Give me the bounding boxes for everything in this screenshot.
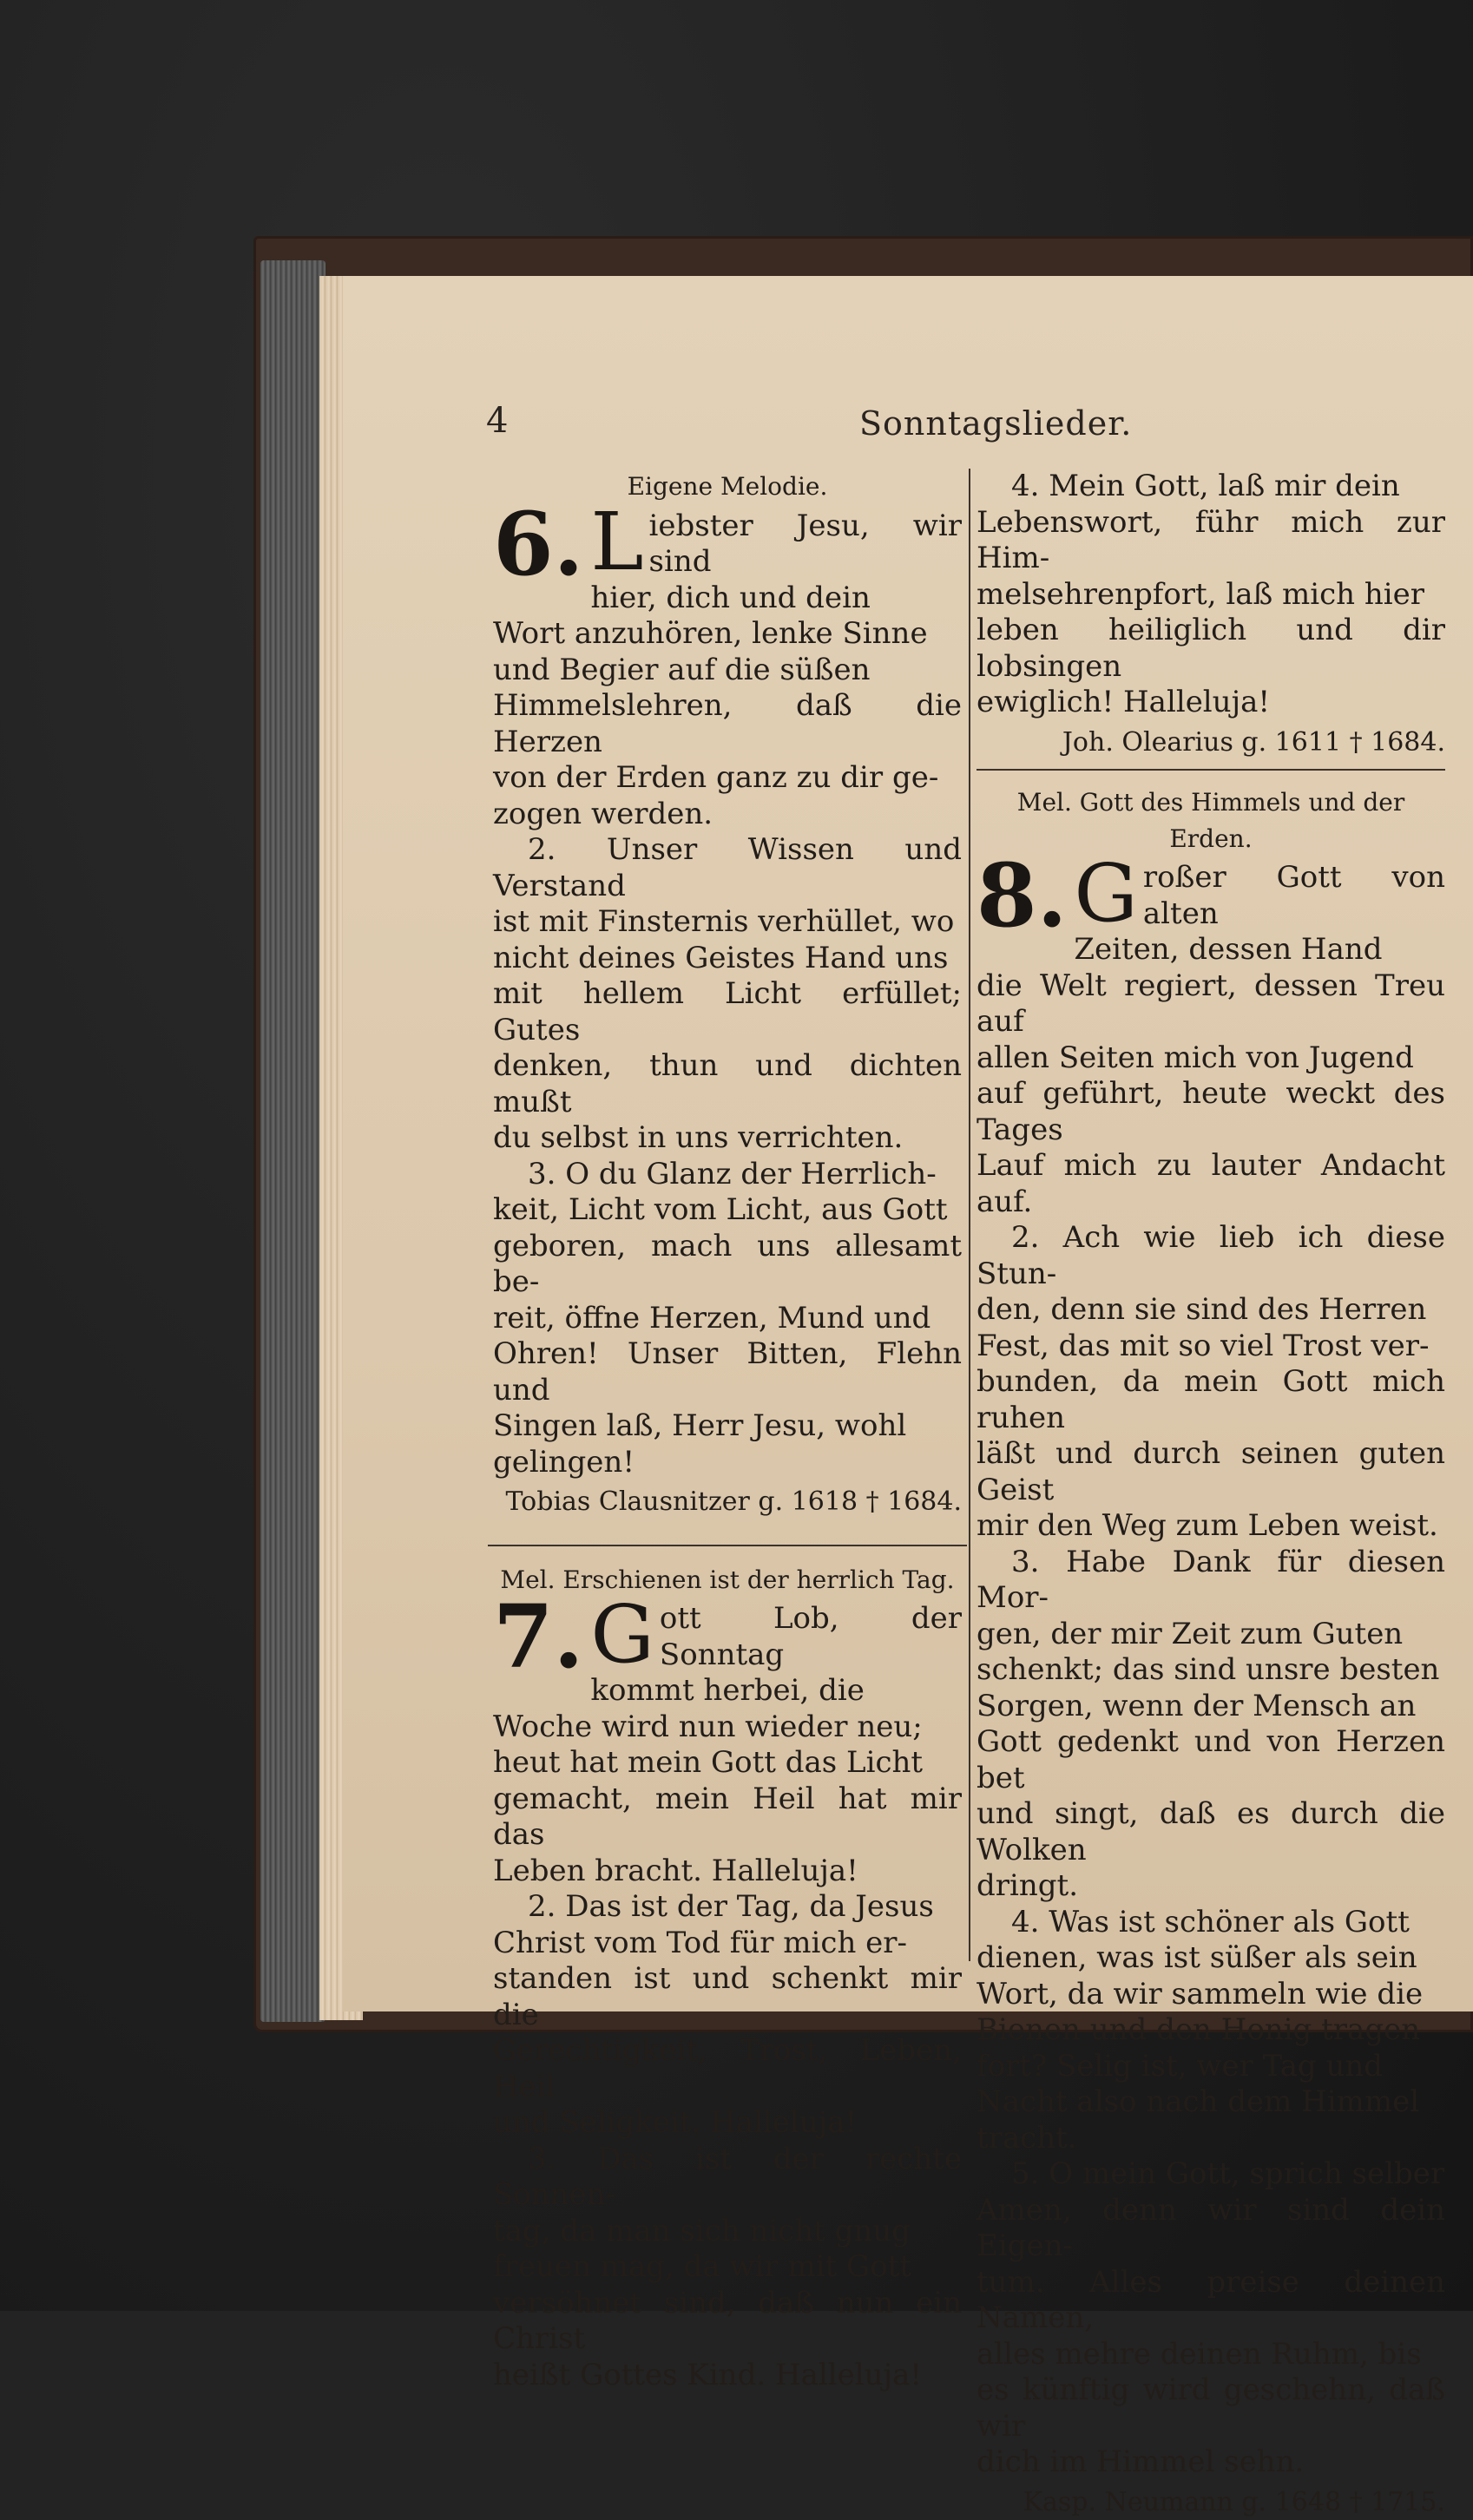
hymn-6-initial: L [590, 507, 643, 578]
hymn-7-melody: Mel. Erschienen ist der herrlich Tag. [493, 1562, 962, 1598]
hymn-8-verse-4-line: 4. Was ist schöner als Gott [977, 1905, 1445, 1941]
hymn-8-verse-2-line: den, denn sie sind des Herren [977, 1292, 1445, 1329]
hymn-6-verse-4-line: 4. Mein Gott, laß mir dein [977, 469, 1445, 505]
hymn-7-verse-2-line: und Seligkeit. Halleluja! [493, 2105, 962, 2142]
hymn-6-verse-3-line: reit, öffne Herzen, Mund und [493, 1301, 962, 1337]
hymn-7-verse-2-line: Gerechtigkeit, Trost, Leben, Heil [493, 2033, 962, 2105]
hymn-6-opening [493, 509, 962, 617]
hymn-8-verse-3-line: und singt, daß es durch die Wolken [977, 1796, 1445, 1868]
section-divider [488, 1545, 967, 1546]
page-number: 4 [486, 401, 508, 441]
hymn-8-melody: Mel. Gott des Himmels und der Erden. [977, 784, 1445, 856]
hymn-8-line: Lauf mich zu lauter Andacht auf. [977, 1148, 1445, 1220]
hymn-6-melody: Eigene Melodie. [493, 469, 962, 505]
hymn-7 [493, 1562, 962, 2394]
hymn-6-verse-4-line: melsehrenpfort, laß mich hier [977, 577, 1445, 614]
hymn-7-verse-2-line: Christ vom Tod für mich er- [493, 1926, 962, 1962]
hymn-6-line: Himmelslehren, daß die Herzen [493, 688, 962, 760]
hymn-6-line: iebster Jesu, wir sind [493, 509, 962, 581]
hymn-8-verse-5-line: 5. O mein Gott, sprich selber [977, 2156, 1445, 2193]
hymn-8-verse-4-line: Wort, da wir sammeln wie die [977, 1977, 1445, 2013]
hymn-7-line: gemacht, mein Heil hat mir das [493, 1782, 962, 1854]
book-spine [260, 260, 326, 2022]
right-column [977, 469, 1445, 2520]
hymn-8-verse-2-line: mir den Weg zum Leben weist. [977, 1508, 1445, 1545]
hymn-7-line: heut hat mein Gott das Licht [493, 1745, 962, 1782]
hymn-6-verse-2-line: 2. Unser Wissen und Verstand [493, 832, 962, 904]
hymn-8-verse-5-line: Amen, denn wir sind dein Eigen- [977, 2193, 1445, 2265]
hymn-8-verse-2-line: Fest, das mit so viel Trost ver- [977, 1329, 1445, 1365]
hymn-8-verse-2-line: läßt und durch seinen guten Geist [977, 1436, 1445, 1508]
hymn-6-verse-3-line: gelingen! [493, 1445, 962, 1481]
hymn-6-verse-3-line: Singen laß, Herr Jesu, wohl [493, 1408, 962, 1445]
hymn-8-number: 8. [977, 856, 1067, 935]
hymn-6 [493, 469, 962, 1520]
hymn-7-verse-3-line: versöhnet sind, daß nun ein Christ [493, 2286, 962, 2358]
hymn-6-line: hier, dich und dein [493, 581, 962, 617]
hymn-7-verse-3-line: heißt Gottes Kind. Halleluja! [493, 2358, 962, 2394]
hymn-8-line: auf geführt, heute weckt des Tages [977, 1076, 1445, 1148]
hymn-6-author: Tobias Clausnitzer g. 1618 † 1684. [493, 1484, 962, 1520]
hymn-8-verse-4-line: fort? Selig ist, wer Tag und [977, 2049, 1445, 2085]
hymn-6-verse-2-line: denken, thun und dichten mußt [493, 1048, 962, 1120]
hymn-7-line: ott Lob, der Sonntag [493, 1601, 962, 1673]
hymn-8-verse-4-line: Nacht also nach dem Himmel [977, 2084, 1445, 2121]
hymn-8-opening [977, 860, 1445, 968]
hymn-8-verse-5-line: es künftig wird geschehn, daß wir [977, 2372, 1445, 2445]
hymn-6-verse-2-line: nicht deines Geistes Hand uns [493, 941, 962, 977]
running-head: Sonntagslieder. [859, 404, 1132, 443]
hymn-8-verse-4-line: tracht. [977, 2121, 1445, 2157]
hymn-8-verse-5-line: alles mehre deinen Ruhm, bis [977, 2337, 1445, 2373]
hymn-8-line: Zeiten, dessen Hand [977, 932, 1445, 968]
hymn-6-verse-3-line: 3. O du Glanz der Herrlich- [493, 1157, 962, 1193]
hymn-6-verse-2-line: du selbst in uns verrichten. [493, 1120, 962, 1157]
hymn-7-verse-2-line: standen ist und schenkt mir die [493, 1961, 962, 2033]
hymn-8-verse-3-line: schenkt; das sind unsre besten [977, 1652, 1445, 1689]
hymn-7-verse-2-line: 2. Das ist der Tag, da Jesus [493, 1889, 962, 1926]
hymn-8-verse-3-line: gen, der mir Zeit zum Guten [977, 1617, 1445, 1653]
column-divider [969, 469, 970, 1961]
hymn-6-verse-3-line: geboren, mach uns allesamt be- [493, 1229, 962, 1301]
hymn-6-verse-2-line: ist mit Finsternis verhüllet, wo [493, 904, 962, 941]
hymn-6-verse-4-line: Lebenswort, führ mich zur Him- [977, 505, 1445, 577]
hymn-8-verse-2-line: 2. Ach wie lieb ich diese Stun- [977, 1220, 1445, 1292]
hymn-8-verse-3-line: 3. Habe Dank für diesen Mor- [977, 1545, 1445, 1617]
hymn-6-verse-2-line: mit hellem Licht erfüllet; Gutes [493, 976, 962, 1048]
hymn-6-verse-4-line: ewiglich! Halleluja! [977, 685, 1445, 721]
hymn-8-verse-3-line: Gott gedenkt und von Herzen bet [977, 1724, 1445, 1796]
hymn-6-continued [977, 469, 1445, 760]
hymn-7-verse-3-line: tag, da man sich nicht gnug [493, 2214, 962, 2250]
section-divider [977, 769, 1445, 771]
hymn-6-number: 6. [493, 505, 583, 583]
hymn-7-verse-3-line: 3. Das ist der rechte Sonnen- [493, 2142, 962, 2214]
hymn-6-line: zogen werden. [493, 797, 962, 833]
hymn-8-verse-4-line: Bienen und den Honig tragen [977, 2012, 1445, 2049]
hymn-7-line: Leben bracht. Halleluja! [493, 1854, 962, 1890]
hymn-7-line: kommt herbei, die [493, 1673, 962, 1710]
hymn-7-line: Woche wird nun wieder neu; [493, 1710, 962, 1746]
page-header [486, 401, 1441, 453]
hymn-7-number: 7. [493, 1598, 583, 1676]
hymn-7-verse-3-line: freuen mag, da wir mit Gott [493, 2249, 962, 2286]
hymn-7-opening [493, 1601, 962, 1710]
hymn-8-verse-3-line: dringt. [977, 1868, 1445, 1905]
hymn-8-line: roßer Gott von alten [977, 860, 1445, 932]
hymn-8-verse-3-line: Sorgen, wenn der Mensch an [977, 1689, 1445, 1725]
hymn-6-verse-3-line: Ohren! Unser Bitten, Flehn und [493, 1336, 962, 1408]
hymn-8-verse-4-line: dienen, was ist süßer als sein [977, 1940, 1445, 1977]
hymn-6-verse-4-line: leben heiliglich und dir lobsingen [977, 613, 1445, 685]
hymn-6-right-author: Joh. Olearius g. 1611 † 1684. [977, 725, 1445, 761]
hymn-8 [977, 784, 1445, 2520]
hymn-6-line: von der Erden ganz zu dir ge- [493, 760, 962, 797]
hymn-8-verse-2-line: bunden, da mein Gott mich ruhen [977, 1364, 1445, 1436]
hymn-8-verse-5-line: tum. Alles preise deinen Namen, [977, 2265, 1445, 2337]
hymn-8-line: die Welt regiert, dessen Treu auf [977, 968, 1445, 1040]
hymn-8-initial: G [1074, 858, 1138, 929]
hymn-6-line: Wort anzuhören, lenke Sinne [493, 616, 962, 653]
hymn-8-verse-5-line: dich im Himmel sehn. [977, 2445, 1445, 2481]
hymn-8-line: allen Seiten mich von Jugend [977, 1040, 1445, 1077]
hymn-6-line: und Begier auf die süßen [493, 653, 962, 689]
hymn-6-verse-3-line: keit, Licht vom Licht, aus Gott [493, 1192, 962, 1229]
left-column [493, 469, 962, 2393]
hymn-7-initial: G [590, 1599, 654, 1670]
hymn-8-author: Kasp. Neumann g. 1648 † 1715. [977, 2484, 1445, 2520]
